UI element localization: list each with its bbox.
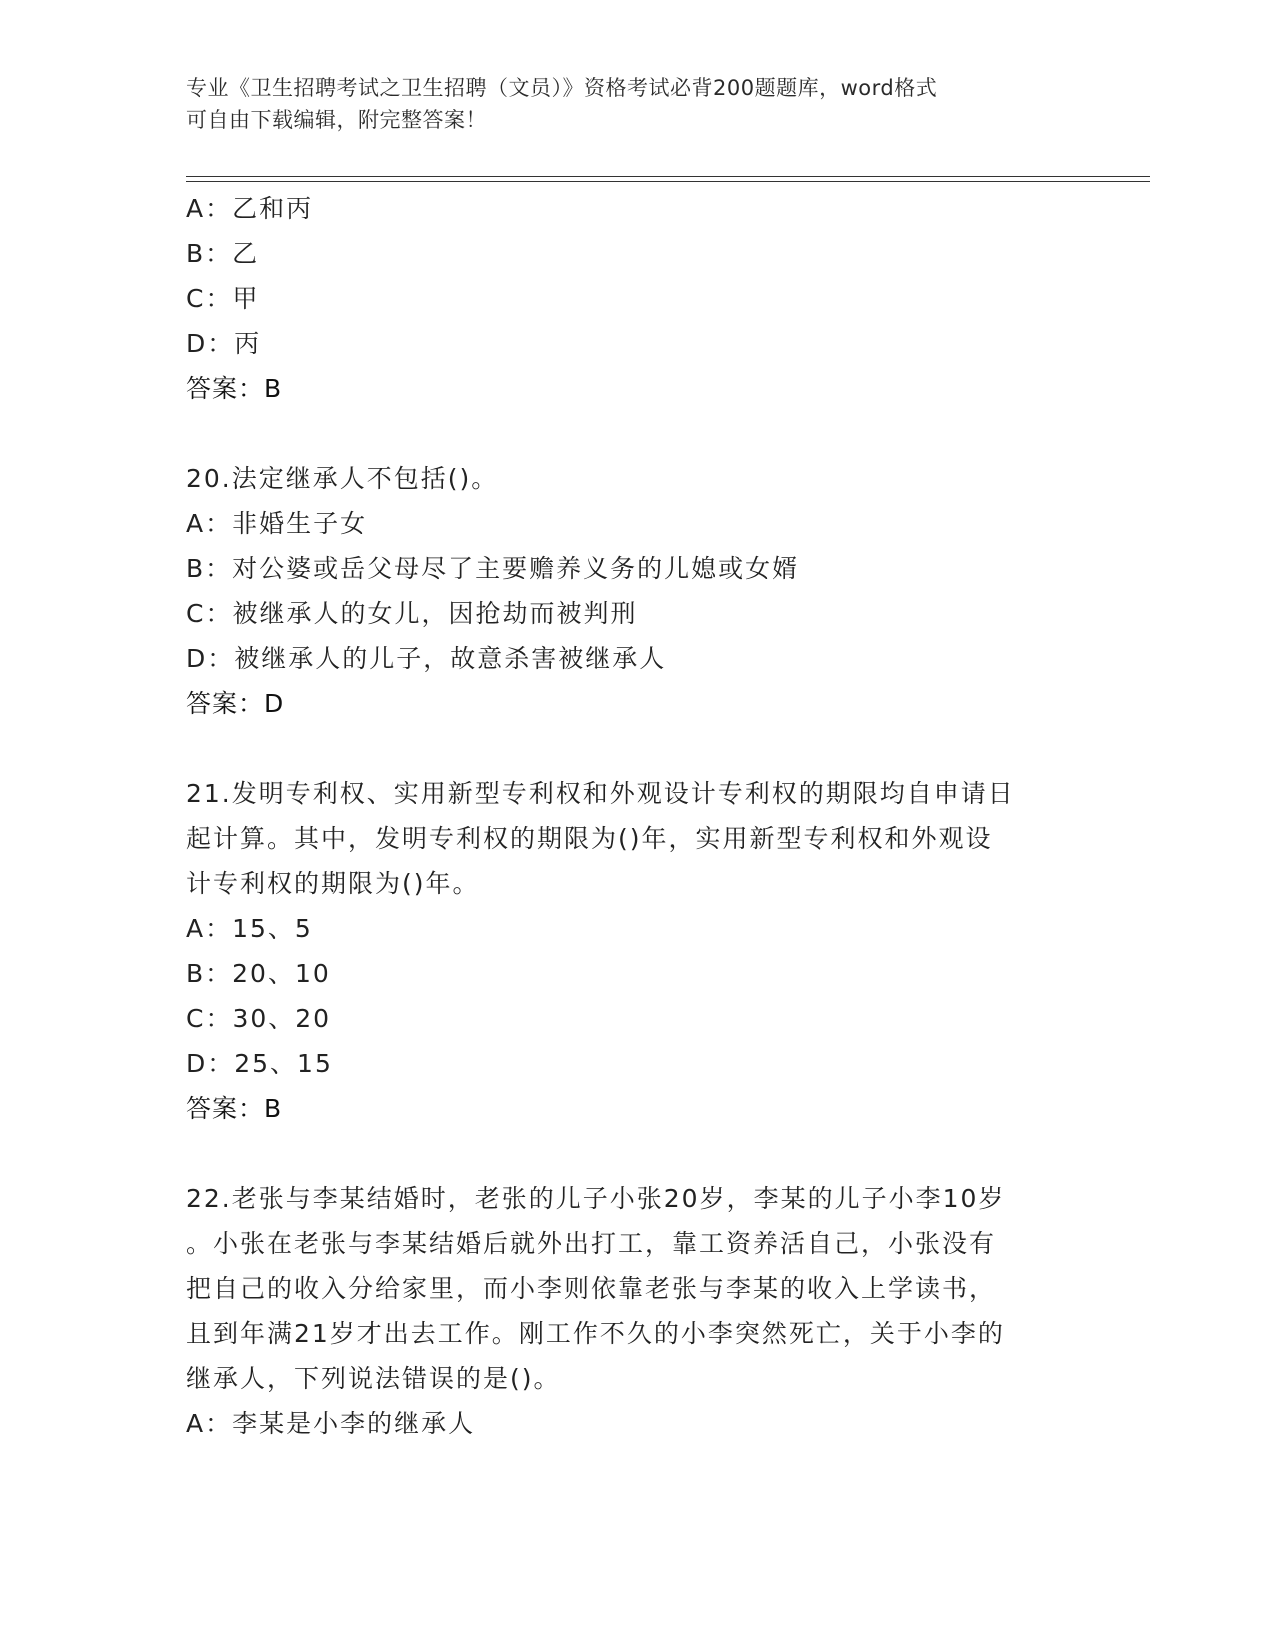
option-b: B：20、10 [186,959,331,988]
option-a: A：非婚生子女 [186,509,368,538]
header-title-line-2: 可自由下载编辑，附完整答案！ [186,108,487,132]
option-a: A：李某是小李的继承人 [186,1409,476,1438]
option-d: D：丙 [186,329,262,358]
option-c: C：被继承人的女儿，因抢劫而被判刑 [186,599,638,628]
answer-line: 答案：D [186,689,285,718]
question-stem-line: 继承人，下列说法错误的是()。 [186,1364,561,1393]
document-header [186,72,1066,136]
option-a: A：乙和丙 [186,194,314,223]
option-d: D：25、15 [186,1049,333,1078]
header-divider-bottom [186,181,1150,182]
question-19-continuation [186,186,1066,411]
question-22 [186,1176,1066,1446]
option-b: B：乙 [186,239,260,268]
option-d: D：被继承人的儿子，故意杀害被继承人 [186,644,667,673]
question-stem-line: 20.法定继承人不包括()。 [186,464,499,493]
question-spacer [186,1131,1066,1176]
option-c: C：甲 [186,284,260,313]
question-stem-line: 。小张在老张与李某结婚后就外出打工，靠工资养活自己，小张没有 [186,1229,997,1258]
question-stem-line: 且到年满21岁才出去工作。刚工作不久的小李突然死亡，关于小李的 [186,1319,1005,1348]
option-a: A：15、5 [186,914,313,943]
answer-line: 答案：B [186,374,283,403]
question-stem-line: 把自己的收入分给家里，而小李则依靠老张与李某的收入上学读书， [186,1274,997,1303]
question-stem-line: 起计算。其中，发明专利权的期限为()年，实用新型专利权和外观设 [186,824,993,853]
question-content [186,186,1066,1446]
answer-line: 答案：B [186,1094,283,1123]
option-b: B：对公婆或岳父母尽了主要赡养义务的儿媳或女婿 [186,554,800,583]
question-spacer [186,411,1066,456]
question-21 [186,771,1066,1131]
option-c: C：30、20 [186,1004,332,1033]
question-spacer [186,726,1066,771]
header-divider-top [186,176,1150,177]
header-title-line-1: 专业《卫生招聘考试之卫生招聘（文员）》资格考试必背200题题库，word格式 [186,76,938,100]
question-stem-line: 21.发明专利权、实用新型专利权和外观设计专利权的期限均自申请日 [186,779,1015,808]
question-20 [186,456,1066,726]
question-stem-line: 22.老张与李某结婚时，老张的儿子小张20岁，李某的儿子小李10岁 [186,1184,1006,1213]
question-stem-line: 计专利权的期限为()年。 [186,869,480,898]
